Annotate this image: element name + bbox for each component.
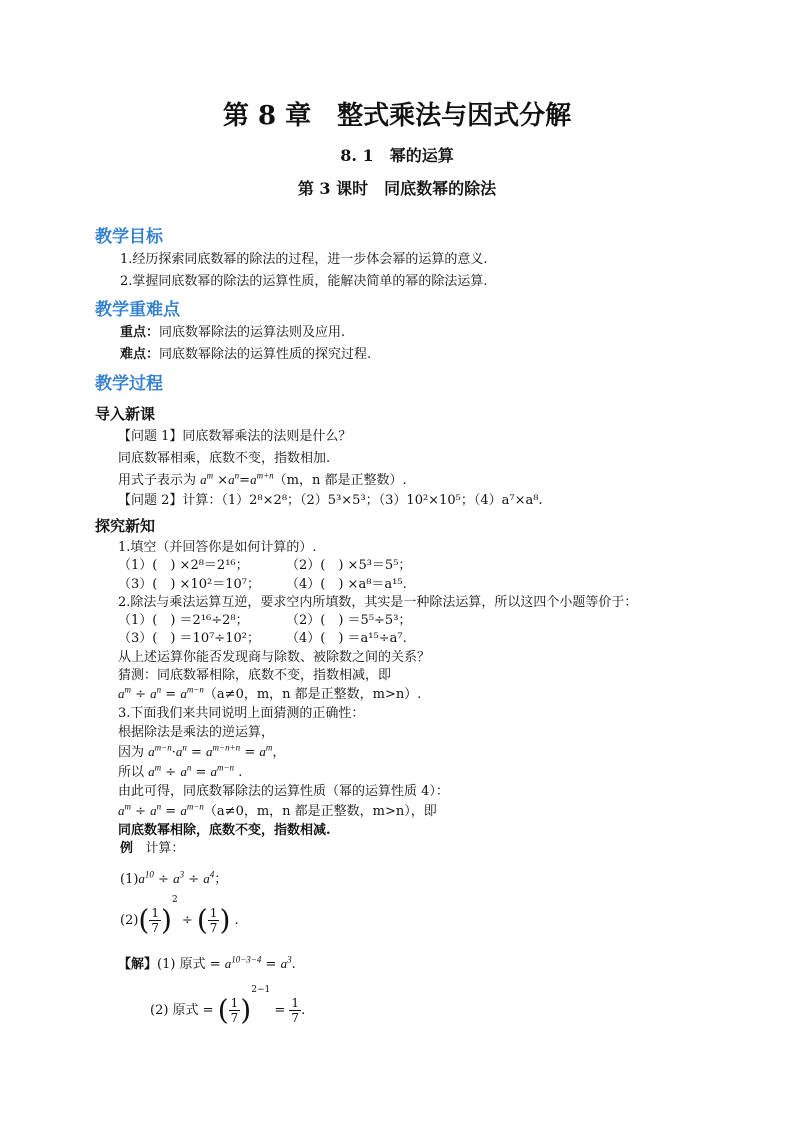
intro-heading: 导入新课	[95, 405, 156, 423]
question-1: 【问题 1】同底数幂乘法的法则是什么？	[118, 429, 352, 444]
formula-prefix: 用式子表示为	[118, 473, 201, 488]
question-2: 【问题 2】计算：（1）2⁸×2⁸；（2）5³×5³；（3）10²×10⁵；（4）a⁷×a⁸.	[118, 493, 543, 508]
focus-text: 同底数幂除法的运算法则及应用.	[159, 325, 346, 340]
example-2-label: (2)	[120, 913, 139, 928]
explore-heading: 探究新知	[95, 517, 156, 535]
blank-row: （3）( ) ×10²＝10⁷；	[118, 577, 260, 592]
difficulty-line	[120, 348, 371, 361]
guess-formula: $a^m \div a^n = a^{m-n}(a\ne 0$，m，n 都是正整数，m>n）.	[118, 684, 422, 702]
process-heading: 教学过程	[95, 374, 163, 394]
blank-row: （1）( ) ＝2¹⁶÷2⁸；	[118, 613, 249, 628]
blank-row: （4）( ) ＝a¹⁵÷a⁷.	[286, 631, 407, 646]
lesson-title: 第 3 课时 同底数幂的除法	[297, 179, 497, 198]
solution-2-prefix: (2) 原式 =	[150, 1003, 218, 1018]
blank-row: （4）( ) ×a⁸＝a¹⁵.	[286, 577, 407, 592]
section-title: 8. 1 幂的运算	[340, 146, 454, 165]
blank-row: （1）( ) ×2⁸＝2¹⁶；	[118, 558, 249, 573]
example-text: 计算：	[145, 841, 185, 856]
blank-row: （2）( ) ＝5⁵÷5³；	[286, 613, 412, 628]
conclusion-line: 由此可得，同底数幂除法的运算性质（幂的运算性质 4）：	[118, 784, 449, 799]
blank-row: （3）( ) ＝10⁷÷10²；	[118, 631, 260, 646]
formula-suffix: （m，n 都是正整数）.	[273, 473, 407, 488]
answer-1: 同底数幂相乘，底数不变，指数相加.	[118, 451, 331, 466]
example-1: $(1)a^{10} \div a^3 \div a^4$；	[120, 869, 228, 887]
inverse-explanation: 2.除法与乘法运算互逆，要求空内所填数，其实是一种除法运算，所以这四个小题等价于：	[118, 595, 638, 610]
rule-statement: 同底数幂相除，底数不变，指数相减.	[118, 823, 331, 838]
fill-blank-intro: 1.填空（并回答你是如何计算的）.	[118, 540, 317, 555]
guess-line: 猜测：同底数幂相除，底数不变，指数相减，即	[118, 668, 392, 683]
goals-heading: 教学目标	[95, 227, 163, 247]
guess-condition: （a≠0，m，n 都是正整数，m>n）.	[203, 687, 422, 702]
multiply-formula-line: 用式子表示为 $a^m \times a^n=a^{m+n}(m$，n 都是正整数）.	[118, 470, 407, 488]
goal-item: 1.经历探索同底数幂的除法的过程，进一步体会幂的运算的意义.	[120, 252, 488, 267]
proof-reason: 根据除法是乘法的逆运算，	[118, 725, 275, 740]
blank-row: （2）( ) ×5³＝5⁵；	[286, 558, 412, 573]
solution-1: 【解】(1) 原式 = $a^{10-3-4} = a^3$.	[118, 954, 296, 972]
goal-item: 2.掌握同底数幂的除法的运算性质，能解决简单的幂的除法运算.	[120, 274, 488, 289]
key-heading: 教学重难点	[95, 300, 180, 320]
solution-1-prefix: (1) 原式 =	[157, 957, 225, 972]
proof-so: 所以 $a^m \div a^n = a^{m-n}$ .	[118, 762, 243, 780]
difficulty-text: 同底数幂除法的运算性质的探究过程.	[159, 347, 372, 362]
so-label: 所以	[118, 765, 149, 780]
relation-question: 从上述运算你能否发现商与除数、被除数之间的关系？	[118, 650, 431, 665]
proof-intro: 3.下面我们来共同说明上面猜测的正确性：	[118, 706, 365, 721]
solution-2: (2) 原式 = ( $\frac{1}{7}$ )$^{2-1}$ = $\frac{1}{7}$ .	[150, 985, 306, 1027]
proof-because: 因为 $a^{m-n}\cdot a^n = a^{m-n+n} = a^m$，	[118, 742, 286, 760]
example-line	[120, 842, 184, 855]
focus-label: 重点：	[120, 325, 160, 340]
example-2: (2)( $\frac{1}{7}$ )$^2$ ÷ ( $\frac{1}{7}$ ) .	[120, 895, 239, 937]
focus-line	[120, 326, 345, 339]
chapter-title: 第 8 章 整式乘法与因式分解	[222, 101, 572, 131]
difficulty-label: 难点：	[120, 347, 160, 362]
rule-formula: $a^m \div a^n = a^{m-n}(a\ne 0$，m，n 都是正整数，m>n），即	[118, 801, 437, 819]
example-label: 例	[120, 841, 134, 856]
example-1-label: (1)	[120, 872, 139, 887]
because-label: 因为	[118, 745, 149, 760]
rule-condition: （a≠0，m，n 都是正整数，m>n），即	[203, 804, 437, 819]
solution-label: 【解】	[118, 957, 158, 972]
